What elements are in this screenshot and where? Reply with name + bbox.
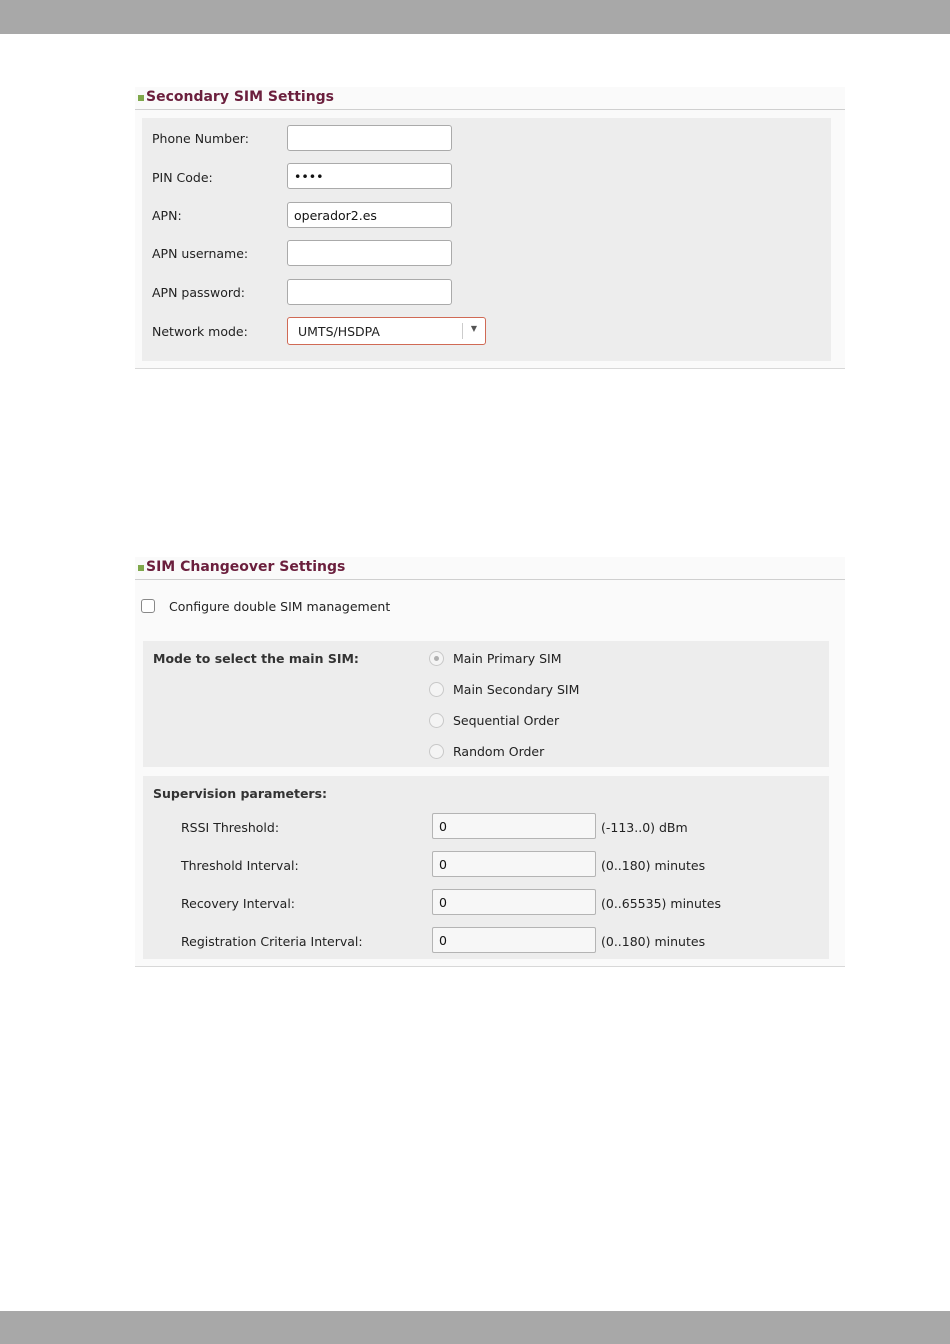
secondary-sim-panel [135,87,845,369]
network-mode-select[interactable] [287,317,486,345]
radio-selected-dot [434,656,439,661]
phone-number-input[interactable] [287,125,452,151]
option-sequential-label[interactable]: Sequential Order [453,713,560,728]
apn-input[interactable] [287,202,452,228]
apn-username-input[interactable] [287,240,452,266]
radio-main-primary[interactable] [429,651,444,666]
double-sim-checkbox[interactable] [141,599,155,613]
mode-box [143,641,829,767]
threshold-interval-range: (0..180) minutes [601,858,706,873]
panel-header [135,557,845,580]
chevron-down-icon[interactable]: ▼ [470,324,477,333]
page-header-band [0,0,950,34]
option-main-secondary-label[interactable]: Main Secondary SIM [453,682,580,697]
registration-interval-label: Registration Criteria Interval: [181,934,363,949]
apn-password-label: APN password: [152,285,245,300]
select-divider [462,323,463,339]
option-random-label[interactable]: Random Order [453,744,545,759]
threshold-interval-input[interactable] [432,851,596,877]
recovery-interval-label: Recovery Interval: [181,896,296,911]
sim-changeover-panel [135,557,845,967]
panel-title: Secondary SIM Settings [146,89,335,105]
phone-number-label: Phone Number: [152,131,249,146]
network-mode-value: UMTS/HSDPA [298,324,380,339]
radio-main-secondary[interactable] [429,682,444,697]
threshold-interval-label: Threshold Interval: [181,858,299,873]
rssi-threshold-label: RSSI Threshold: [181,820,280,835]
registration-interval-range: (0..180) minutes [601,934,706,949]
sim-form-box [142,118,831,361]
panel-title: SIM Changeover Settings [146,559,346,575]
apn-username-label: APN username: [152,246,249,261]
double-sim-label[interactable]: Configure double SIM management [169,599,391,614]
apn-label: APN: [152,208,182,223]
supervision-label: Supervision parameters: [153,786,328,801]
apn-password-input[interactable] [287,279,452,305]
bullet-square-icon [138,565,144,571]
registration-interval-input[interactable] [432,927,596,953]
supervision-box [143,776,829,959]
panel-header [135,87,845,110]
page-footer-band [0,1311,950,1344]
option-main-primary-label[interactable]: Main Primary SIM [453,651,562,666]
recovery-interval-input[interactable] [432,889,596,915]
bullet-square-icon [138,95,144,101]
radio-random[interactable] [429,744,444,759]
rssi-range: (-113..0) dBm [601,820,688,835]
rssi-threshold-input[interactable] [432,813,596,839]
pin-code-label: PIN Code: [152,170,213,185]
network-mode-label: Network mode: [152,324,248,339]
mode-label: Mode to select the main SIM: [153,651,359,666]
pin-code-input[interactable] [287,163,452,189]
recovery-interval-range: (0..65535) minutes [601,896,721,911]
radio-sequential[interactable] [429,713,444,728]
